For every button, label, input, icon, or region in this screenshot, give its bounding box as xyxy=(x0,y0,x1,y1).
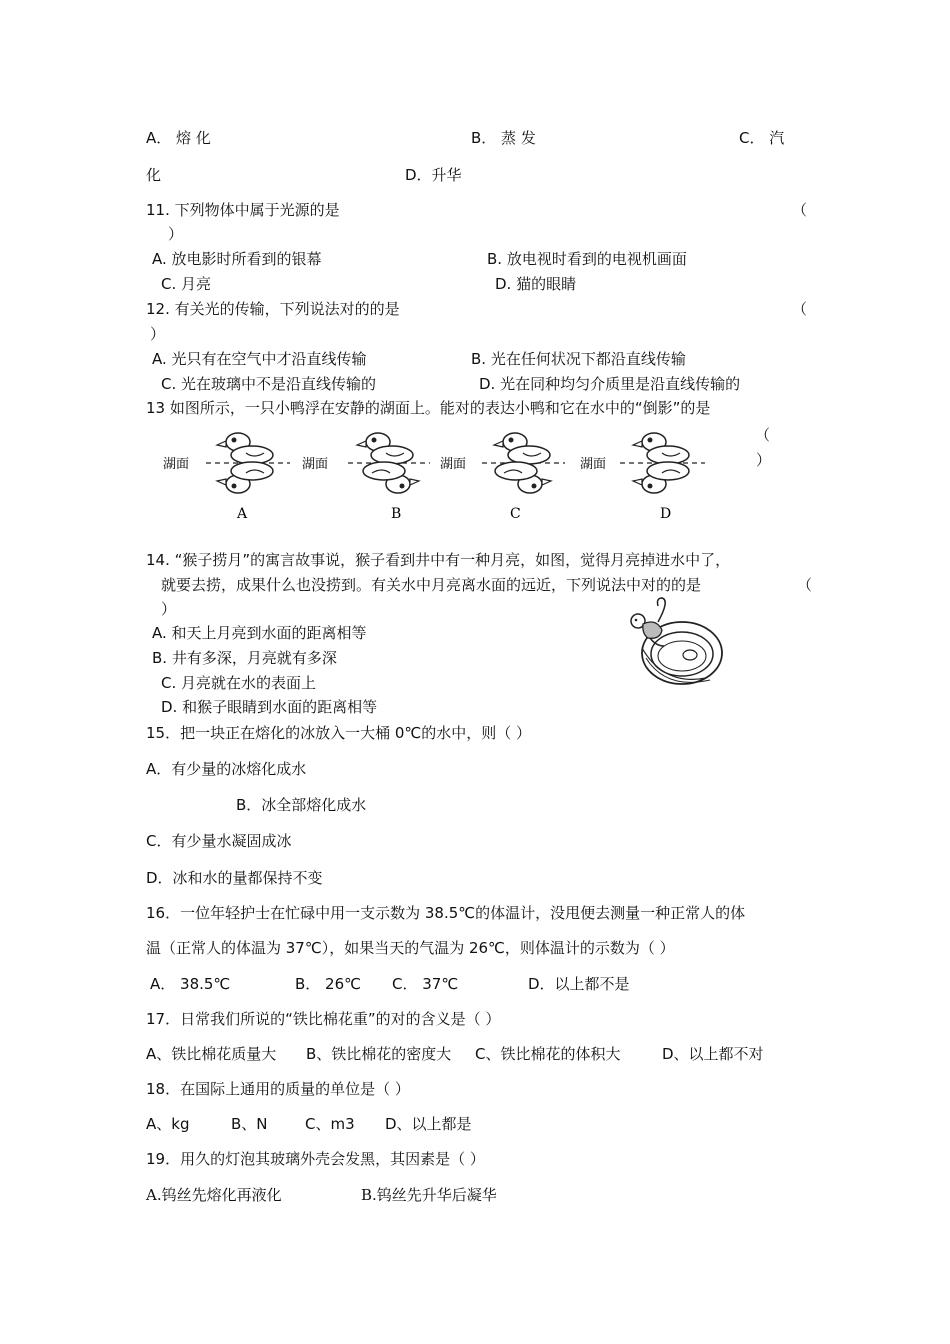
q13-paren-close: ） xyxy=(756,451,772,469)
q18-option-d: D、以上都是 xyxy=(385,1115,472,1133)
duck-d-upper xyxy=(633,433,689,464)
q12-option-b: B. 光在任何状况下都沿直线传输 xyxy=(471,350,686,368)
figure-label-lake-d: 湖面 xyxy=(580,457,607,472)
q18-stem: 18．在国际上通用的质量的单位是（ ） xyxy=(146,1080,410,1098)
q14-stem-line2: 就要去捞，成果什么也没捞到。有关水中月亮离水面的远近，下列说法中对的的是 xyxy=(161,576,702,594)
q16-option-a: A． 38.5℃ xyxy=(150,975,231,993)
q11-stem: 11. 下列物体中属于光源的是 xyxy=(146,201,340,219)
q11-option-d: D. 猫的眼睛 xyxy=(495,275,577,293)
q14-option-b: B. 井有多深，月亮就有多深 xyxy=(152,649,337,667)
monkey-well-figure xyxy=(626,596,726,694)
q10-option-d: D．升华 xyxy=(405,166,462,184)
q11-option-a: A. 放电影时所看到的银幕 xyxy=(152,250,322,268)
q16-stem-line1: 16．一位年轻护士在忙碌中用一支示数为 38.5℃的体温计，没甩便去测量一种正常人的体 xyxy=(146,904,746,922)
q12-option-d: D. 光在同种均匀介质里是沿直线传输的 xyxy=(479,375,741,393)
duck-a-upper xyxy=(217,433,273,464)
figure-label-b: B xyxy=(391,506,402,522)
q15-option-c: C．有少量水凝固成冰 xyxy=(146,832,292,850)
q10-option-c-cont: 化 xyxy=(146,166,162,184)
q19-stem: 19．用久的灯泡其玻璃外壳会发黑，其因素是（ ） xyxy=(146,1150,485,1168)
q18-option-c: C、m3 xyxy=(305,1115,355,1133)
q15-stem: 15．把一块正在熔化的冰放入一大桶 0℃的水中，则（ ） xyxy=(146,724,532,742)
q10-option-b: B． 蒸 发 xyxy=(471,129,536,147)
q10-option-c: C． 汽 xyxy=(739,129,785,147)
q11-paren-open: （ xyxy=(792,201,808,219)
q16-option-c: C． 37℃ xyxy=(392,975,459,993)
duck-c-upper xyxy=(494,433,550,464)
q14-option-d: D. 和猴子眼睛到水面的距离相等 xyxy=(161,698,378,716)
figure-label-lake-b: 湖面 xyxy=(302,457,329,472)
q13-stem: 13 如图所示，一只小鸭浮在安静的湖面上。能对的表达小鸭和它在水中的“倒影”的是 xyxy=(146,399,711,417)
figure-label-lake-a: 湖面 xyxy=(163,457,190,472)
q12-paren-open: （ xyxy=(792,300,808,318)
q15-option-b: B．冰全部熔化成水 xyxy=(236,796,367,814)
q10-option-a: A． 熔 化 xyxy=(146,129,211,147)
q12-option-c: C. 光在玻璃中不是沿直线传输的 xyxy=(161,375,377,393)
q11-paren-close: ） xyxy=(168,225,184,243)
q17-option-a: A、铁比棉花质量大 xyxy=(146,1045,277,1063)
q11-option-c: C. 月亮 xyxy=(161,275,212,293)
q12-stem: 12. 有关光的传输，下列说法对的的是 xyxy=(146,300,400,318)
q17-stem: 17．日常我们所说的“铁比棉花重”的对的含义是（ ） xyxy=(146,1010,501,1028)
q16-stem-line2: 温（正常人的体温为 37℃），如果当天的气温为 26℃，则体温计的示数为（ ） xyxy=(146,939,675,957)
duck-a-lower xyxy=(217,462,273,493)
q15-option-a: A．有少量的冰熔化成水 xyxy=(146,760,307,778)
q17-option-d: D、以上都不对 xyxy=(662,1045,764,1063)
figure-label-a: A xyxy=(237,506,248,522)
q14-paren-close: ） xyxy=(161,600,177,618)
figure-label-c: C xyxy=(510,506,521,522)
figure-label-d: D xyxy=(660,506,672,522)
q14-stem-line1: 14. “猴子捞月”的寓言故事说，猴子看到井中有一种月亮，如图，觉得月亮掉进水中了， xyxy=(146,551,731,569)
q17-option-b: B、铁比棉花的密度大 xyxy=(306,1045,452,1063)
q14-option-c: C. 月亮就在水的表面上 xyxy=(161,674,317,692)
figure-label-lake-c: 湖面 xyxy=(440,457,467,472)
q12-option-a: A. 光只有在空气中才沿直线传输 xyxy=(152,350,367,368)
q18-option-b: B、N xyxy=(231,1115,268,1133)
duck-b-upper xyxy=(357,433,413,464)
duck-reflection-figure xyxy=(160,422,710,522)
q11-option-b: B. 放电视时看到的电视机画面 xyxy=(487,250,687,268)
q19-option-b: B.钨丝先升华后凝华 xyxy=(361,1186,497,1204)
q12-paren-close: ） xyxy=(150,325,166,343)
duck-d-lower xyxy=(633,462,689,493)
q14-option-a: A. 和天上月亮到水面的距离相等 xyxy=(152,624,367,642)
q13-paren-open: （ xyxy=(755,426,771,444)
q18-option-a: A、kg xyxy=(146,1115,190,1133)
q16-option-d: D．以上都不是 xyxy=(528,975,630,993)
q14-paren-open: （ xyxy=(797,576,813,594)
duck-b-lower xyxy=(363,462,419,493)
q16-option-b: B． 26℃ xyxy=(295,975,361,993)
q17-option-c: C、铁比棉花的体积大 xyxy=(475,1045,621,1063)
q19-option-a: A.钨丝先熔化再液化 xyxy=(146,1186,282,1204)
q15-option-d: D．冰和水的量都保持不变 xyxy=(146,869,323,887)
duck-c-lower xyxy=(495,462,551,493)
